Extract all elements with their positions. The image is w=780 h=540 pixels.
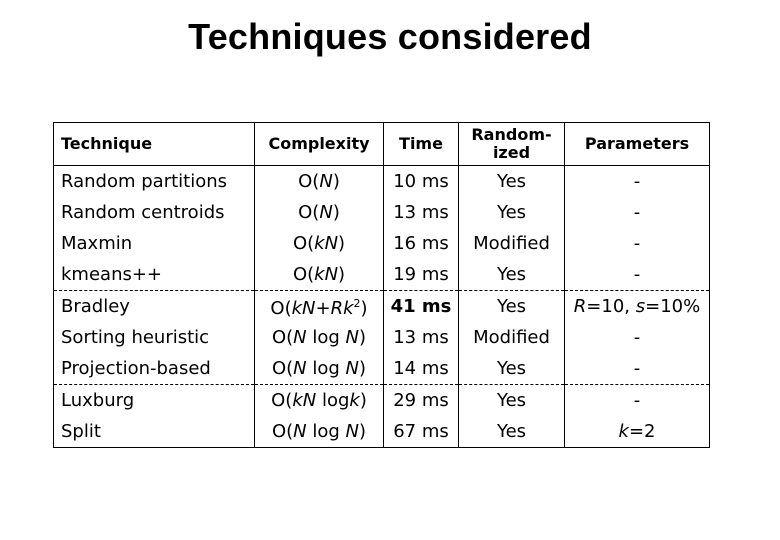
header-randomized-line2: ized bbox=[492, 143, 531, 162]
cell-complexity: O(kN logk) bbox=[255, 385, 384, 417]
cell-time: 19 ms bbox=[384, 259, 459, 291]
cell-complexity: O(N log N) bbox=[255, 322, 384, 353]
header-technique: Technique bbox=[54, 123, 255, 166]
table-row bbox=[54, 259, 710, 291]
cell-technique: Split bbox=[54, 416, 255, 448]
table-row bbox=[54, 353, 710, 385]
cell-time: 13 ms bbox=[384, 322, 459, 353]
cell-parameters: R=10, s=10% bbox=[565, 291, 710, 323]
cell-parameters: - bbox=[565, 353, 710, 385]
cell-randomized: Yes bbox=[459, 385, 565, 417]
cell-technique: Maxmin bbox=[54, 228, 255, 259]
table-header-row bbox=[54, 123, 710, 166]
cell-parameters: - bbox=[565, 166, 710, 198]
cell-technique: Luxburg bbox=[54, 385, 255, 417]
cell-parameters: - bbox=[565, 322, 710, 353]
table-row bbox=[54, 197, 710, 228]
cell-parameters: - bbox=[565, 385, 710, 417]
cell-technique: Random centroids bbox=[54, 197, 255, 228]
cell-time: 10 ms bbox=[384, 166, 459, 198]
header-time: Time bbox=[384, 123, 459, 166]
cell-complexity: O(kN) bbox=[255, 228, 384, 259]
header-complexity: Complexity bbox=[255, 123, 384, 166]
cell-randomized: Yes bbox=[459, 416, 565, 448]
header-parameters: Parameters bbox=[565, 123, 710, 166]
cell-complexity: O(N log N) bbox=[255, 353, 384, 385]
cell-technique: Projection-based bbox=[54, 353, 255, 385]
cell-randomized: Yes bbox=[459, 353, 565, 385]
cell-complexity: O(N log N) bbox=[255, 416, 384, 448]
techniques-table bbox=[53, 122, 710, 448]
table-row bbox=[54, 291, 710, 323]
cell-time: 16 ms bbox=[384, 228, 459, 259]
cell-complexity: O(kN) bbox=[255, 259, 384, 291]
cell-technique: Sorting heuristic bbox=[54, 322, 255, 353]
cell-time: 14 ms bbox=[384, 353, 459, 385]
table-row bbox=[54, 228, 710, 259]
table-row bbox=[54, 166, 710, 198]
cell-parameters: k=2 bbox=[565, 416, 710, 448]
cell-randomized: Modified bbox=[459, 228, 565, 259]
cell-randomized: Yes bbox=[459, 166, 565, 198]
cell-time: 67 ms bbox=[384, 416, 459, 448]
cell-randomized: Yes bbox=[459, 197, 565, 228]
cell-randomized: Yes bbox=[459, 259, 565, 291]
cell-technique: Bradley bbox=[54, 291, 255, 323]
cell-parameters: - bbox=[565, 259, 710, 291]
cell-complexity: $O(kN+Rk^2)$ bbox=[255, 291, 384, 323]
cell-parameters: - bbox=[565, 228, 710, 259]
header-randomized bbox=[459, 123, 565, 166]
cell-randomized: Modified bbox=[459, 322, 565, 353]
table-row bbox=[54, 322, 710, 353]
cell-time: 41 ms bbox=[384, 291, 459, 323]
cell-parameters: - bbox=[565, 197, 710, 228]
cell-time: 13 ms bbox=[384, 197, 459, 228]
header-randomized-line1: Random- bbox=[471, 125, 552, 144]
slide-title: Techniques considered bbox=[188, 16, 592, 57]
cell-complexity: O(N) bbox=[255, 166, 384, 198]
cell-randomized: Yes bbox=[459, 291, 565, 323]
table-row bbox=[54, 385, 710, 417]
cell-technique: Random partitions bbox=[54, 166, 255, 198]
table-row bbox=[54, 416, 710, 448]
cell-complexity: O(N) bbox=[255, 197, 384, 228]
cell-technique: kmeans++ bbox=[54, 259, 255, 291]
cell-time: 29 ms bbox=[384, 385, 459, 417]
